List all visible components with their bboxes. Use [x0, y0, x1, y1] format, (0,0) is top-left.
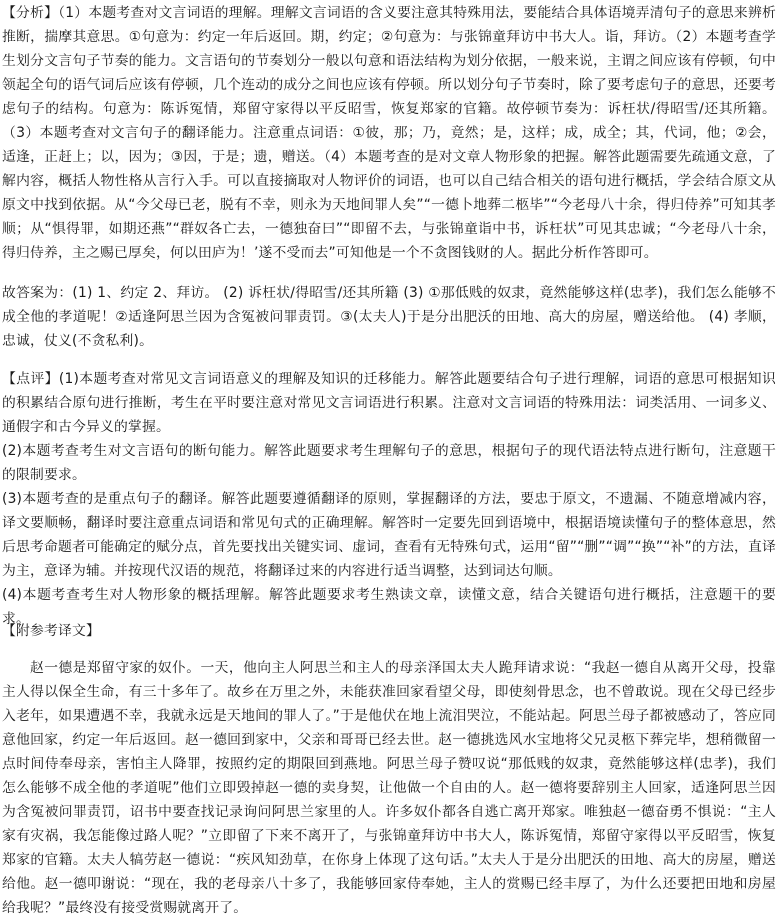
reference-translation-heading: 【附参考译文】 — [2, 623, 100, 639]
comment-paragraph-2: (2)本题考查考生对文言语句的断句能力。解答此题要求考生理解句子的意思，根据句子的现代语法特点进行断句，注意题干的限制要求。 — [2, 443, 776, 483]
analysis-section: 【分析】（1）本题考查对文言词语的理解。理解文言词语的含义要注意其特殊用法，要能结合具体语境弄清句子的意思来辨析推断，揣摩其意思。①句意为：约定一年后返回。期，约定；②句意为：与张锦童拜访中书大人。诣，拜访。（2）本题考查学生划分文言句子节奏的能力。文言语句的节奏划分一般以句意和语法结构为划分依据，一般来说，主谓之间应该有停顿，句中领起全句的语气词后应该有停顿，几个连动的成分之间也应该有停顿。所以划分句子节奏时，除了要考虑句子的意思，还要考虑句子的结构。句意为：陈诉冤情，郑留守家得以平反昭雪，恢复郑家的官籍。故停顿节奏为：诉枉状/得昭雪/还其所籍。（3）本题考查对文言句子的翻译能力。注意重点词语：①彼，那；乃，竟然；是，这样；成，成全；其，代词，他；②会，适逢，正赶上；以，因为；③因，于是；遗，赠送。（4）本题考查的是对文章人物形象的把握。解答此题需要先疏通文意，了解内容，概括人物性格从言行入手。可以直接摘取对人物评价的词语，也可以自己结合相关的语句进行概括，学会结合原文从原文中找到依据。从“今父母已老，脱有不幸，则永为天地间罪人矣”“一德卜地葬二柩毕”“今老母八十余，得归侍养”可知其孝顺；从“惧得罪，如期还燕”“群奴各亡去，一德独奋曰”“即留不去，与张锦童诣中书，诉枉状”可见其忠诚；“今老母八十余，得归侍养，主之赐已厚矣，何以田庐为！’遂不受而去”可知他是一个不贪图钱财的人。据此分析作答即可。 — [2, 5, 776, 261]
comment-section — [2, 367, 776, 631]
comment-paragraph-1: 【点评】(1)本题考查对常见文言词语意义的理解及知识的迁移能力。解答此题要结合句子进行理解，词语的意思可根据知识的积累结合原句进行推断，考生在平时要注意对常见文言词语进行积累。注意对文言词语的特殊用法：词类活用、一词多义、通假字和古今异义的掌握。 — [2, 371, 776, 435]
comment-paragraph-3: (3)本题考查的是重点句子的翻译。解答此题要遵循翻译的原则，掌握翻译的方法，要忠于原文，不遗漏、不随意增减内容，译文要顺畅，翻译时要注意重点词语和常见句式的正确理解。解答时一定要先回到语境中，根据语境读懂句子的整体意思，然后思考命题者可能确定的赋分点，首先要找出关键实词、虚词，查看有无特殊句式，运用“留”“删”“调”“换”“补”的方法，直译为主，意译为辅。并按现代汉语的规范，将翻译过来的内容进行适当调整，达到词达句顺。 — [2, 491, 776, 579]
reference-translation-text: 赵一德是郑留守家的奴仆。一天，他向主人阿思兰和主人的母亲泽国太夫人跪拜请求说：“我赵一德自从离开父母，投靠主人得以保全生命，有三十多年了。故乡在万里之外，未能获准回家看望父母，即使刻骨思念，也不曾敢说。现在父母已经步入老年，如果遭遇不幸，我就永远是天地间的罪人了。”于是他伏在地上流泪哭泣，不能站起。阿思兰母子都被感动了，答应同意他回家，约定一年后返回。赵一德回到家中，父亲和哥哥已经去世。赵一德挑选风水宝地将父兄灵柩下葬完毕，想稍微留一点时间侍奉母亲，害怕主人降罪，按照约定的期限回到燕地。阿思兰母子赞叹说“那低贱的奴隶，竟然能够这样(忠孝)，我们怎么能够不成全他的孝道呢”他们立即毁掉赵一德的卖身契，让他做一个自由的人。赵一德将要辞别主人回家，适逢阿思兰因为含冤被问罪责罚，诏书中要查找记录询问阿思兰家里的人。许多奴仆都各自逃亡离开郑家。唯独赵一德奋勇不惧说：“主人家有灾祸，我怎能像过路人呢？”立即留了下来不离开了，与张锦童拜访中书大人，陈诉冤情，郑留守家得以平反昭雪，恢复郑家的官籍。太夫人犒劳赵一德说：“疾风知劲草，在你身上体现了这句话。”太夫人于是分出肥沃的田地、高大的房屋，赠送给他。赵一德叩谢说：“现在，我的老母亲八十多了，我能够回家侍奉她，主人的赏赐已经丰厚了，为什么还要把田地和房屋给我呢？”最终没有接受赏赐就离开了。 — [2, 660, 776, 916]
comment-paragraph-4: (4)本题考查考生对人物形象的概括理解。解答此题要求考生熟读文章，读懂文意，结合关键语句进行概括，注意题干的要求。 — [2, 587, 776, 627]
answer-section: 故答案为：(1) 1、约定 2、拜访。 (2) 诉枉状/得昭雪/还其所籍 (3) ①那低贱的奴隶，竟然能够这样(忠孝)，我们怎么能够不成全他的孝道呢！②适逢阿思兰因为含冤被问罪责罚。③(太夫人)于是分出肥沃的田地、高大的房屋，赠送给他。 (4) 孝顺，忠诚，仗义(不贪私利)。 — [2, 285, 776, 349]
